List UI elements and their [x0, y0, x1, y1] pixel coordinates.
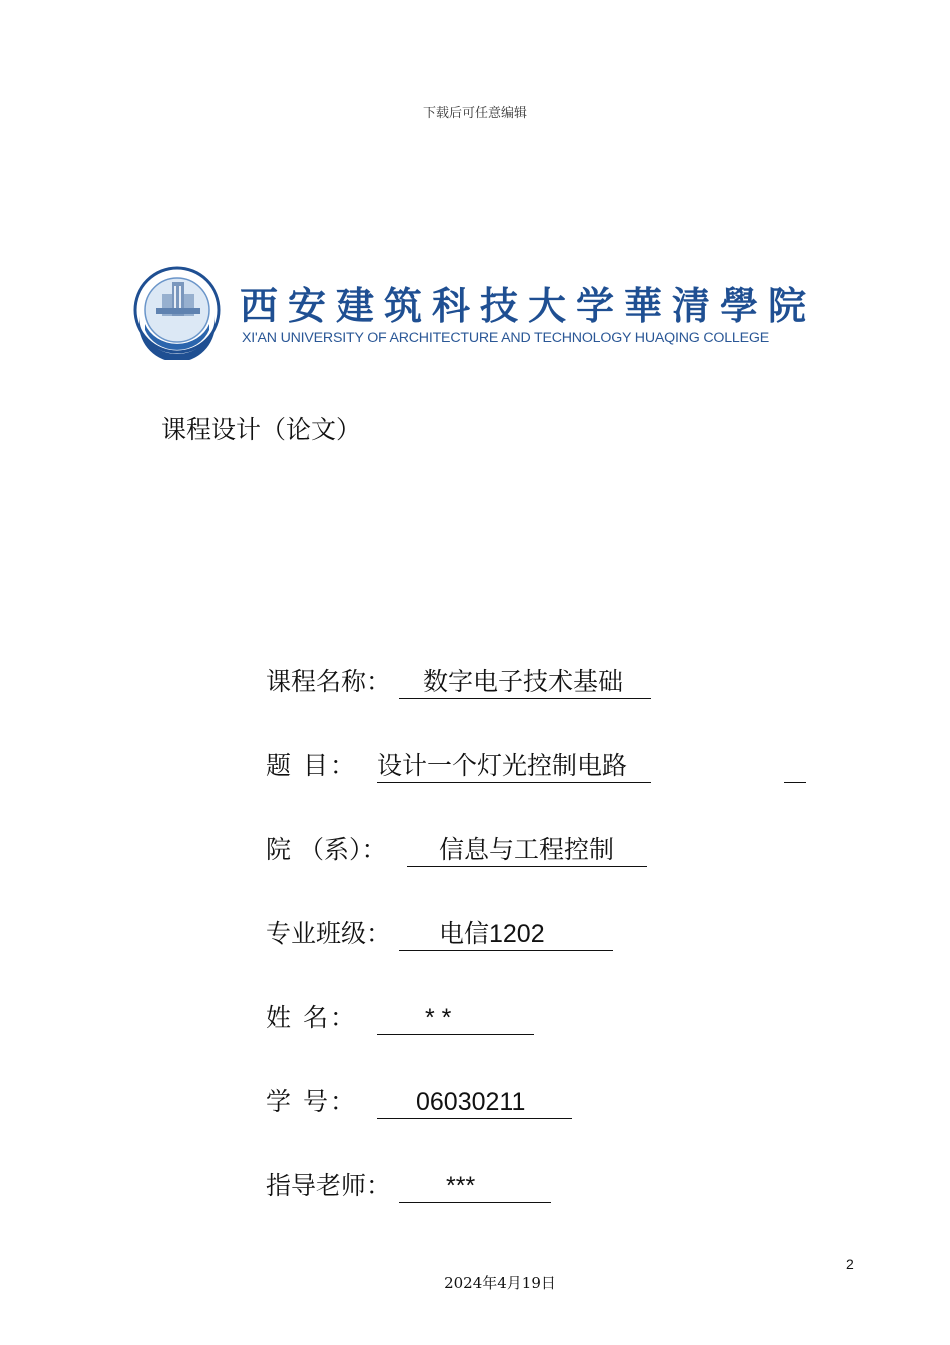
field-label: 姓 名：: [266, 1003, 357, 1032]
field-label: 课程名称：: [266, 667, 392, 696]
field-value: 设计一个灯光控制电路: [377, 752, 628, 780]
field-course: [266, 664, 624, 700]
field-value-underline: [377, 1000, 534, 1035]
underline-tail: [784, 748, 806, 783]
document-type: 课程设计（论文）: [161, 415, 362, 444]
field-value-underline: [399, 664, 651, 699]
field-label: 学 号：: [266, 1087, 357, 1116]
field-value: 06030211: [416, 1088, 526, 1116]
document-date: 2024年4月19日: [444, 1274, 556, 1292]
field-label: 指导老师：: [266, 1171, 392, 1200]
emblem-icon: [135, 268, 219, 360]
field-advisor: [266, 1168, 476, 1204]
field-value-underline: [399, 916, 613, 951]
field-label: 专业班级：: [266, 919, 392, 948]
field-value: ***: [446, 1172, 476, 1200]
field-value-underline: [377, 748, 651, 783]
field-value: 电信1202: [439, 920, 545, 948]
field-label: 题 目：: [266, 751, 357, 780]
page-number: 2: [846, 1256, 854, 1272]
field-value: 数字电子技术基础: [423, 668, 624, 696]
logo-name-en: XI'AN UNIVERSITY OF ARCHITECTURE AND TECHNOLOGY HUAQING COLLEGE: [242, 330, 769, 346]
field-value: * *: [425, 1004, 452, 1032]
field-class: [266, 916, 545, 952]
field-value: 信息与工程控制: [439, 836, 615, 864]
field-value-underline: [377, 1084, 572, 1119]
header-note: 下载后可任意编辑: [422, 106, 527, 121]
field-department: [266, 832, 615, 868]
field-label: 院 （系）：: [266, 835, 387, 864]
field-student-id: [266, 1084, 526, 1120]
field-value-underline: [407, 832, 647, 867]
field-name: [266, 1000, 452, 1036]
field-topic: [266, 748, 628, 784]
field-value-underline: [399, 1168, 551, 1203]
logo-name-cn: 西安建筑科技大学華清學院: [240, 283, 817, 328]
